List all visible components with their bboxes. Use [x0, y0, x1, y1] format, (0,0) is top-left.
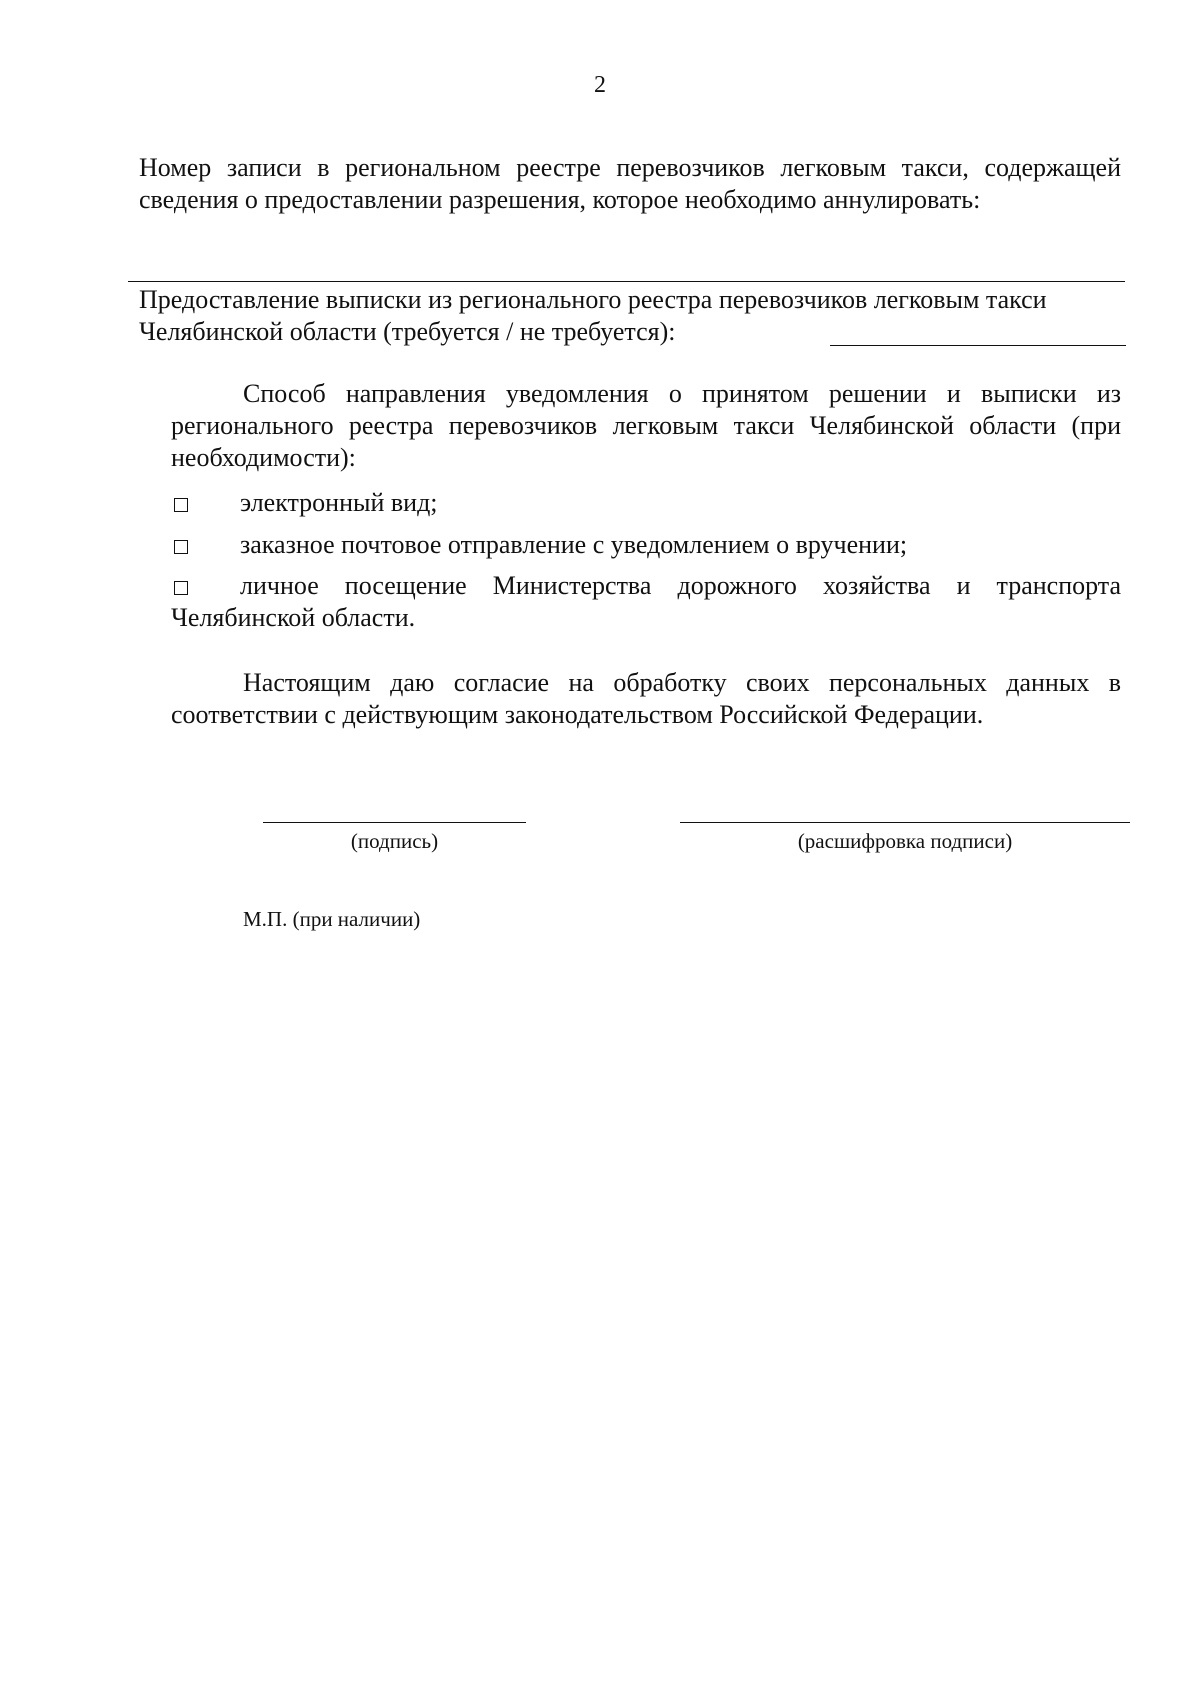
record-number-blank-line[interactable] [128, 281, 1125, 282]
option-label-electronic: электронный вид; [240, 488, 438, 517]
notification-method-intro: Способ направления уведомления о принятом решении и выписки из регионального реестра перевозчиков легковым такси Челябинской области (при необходимости): [171, 379, 1121, 472]
signature-caption: (подпись) [350, 829, 439, 853]
extract-request-blank-line[interactable] [830, 345, 1126, 346]
signature-decoding-caption: (расшифровка подписи) [797, 829, 1013, 853]
record-number-label: Номер записи в региональном реестре перевозчиков легковым такси, содержащей сведения о предоставлении разрешения, которое необходимо аннулировать: [139, 153, 1121, 214]
signature-line[interactable] [263, 822, 526, 823]
option-checkbox-personal-visit[interactable] [174, 581, 188, 595]
consent-statement: Настоящим даю согласие на обработку своих персональных данных в соответствии с действующим законодательством Российской Федерации. [171, 668, 1121, 729]
option-label-registered-mail: заказное почтовое отправление с уведомлением о вручении; [240, 530, 908, 559]
notification-option-personal-visit [171, 570, 1121, 634]
option-checkbox-electronic[interactable] [174, 498, 188, 512]
extract-request-label: Предоставление выписки из регионального реестра перевозчиков легковым такси Челябинской области (требуется / не требуется): [139, 285, 1047, 346]
signature-decoding-line[interactable] [680, 822, 1130, 823]
page-number: 2 [594, 72, 606, 98]
stamp-note: М.П. (при наличии) [243, 907, 421, 931]
notification-option-electronic [171, 487, 1121, 519]
option-label-personal-visit: личное посещение Министерства дорожного хозяйства и транспорта Челябинской области. [171, 571, 1121, 632]
notification-option-registered-mail [171, 529, 1121, 561]
option-checkbox-registered-mail[interactable] [174, 540, 188, 554]
